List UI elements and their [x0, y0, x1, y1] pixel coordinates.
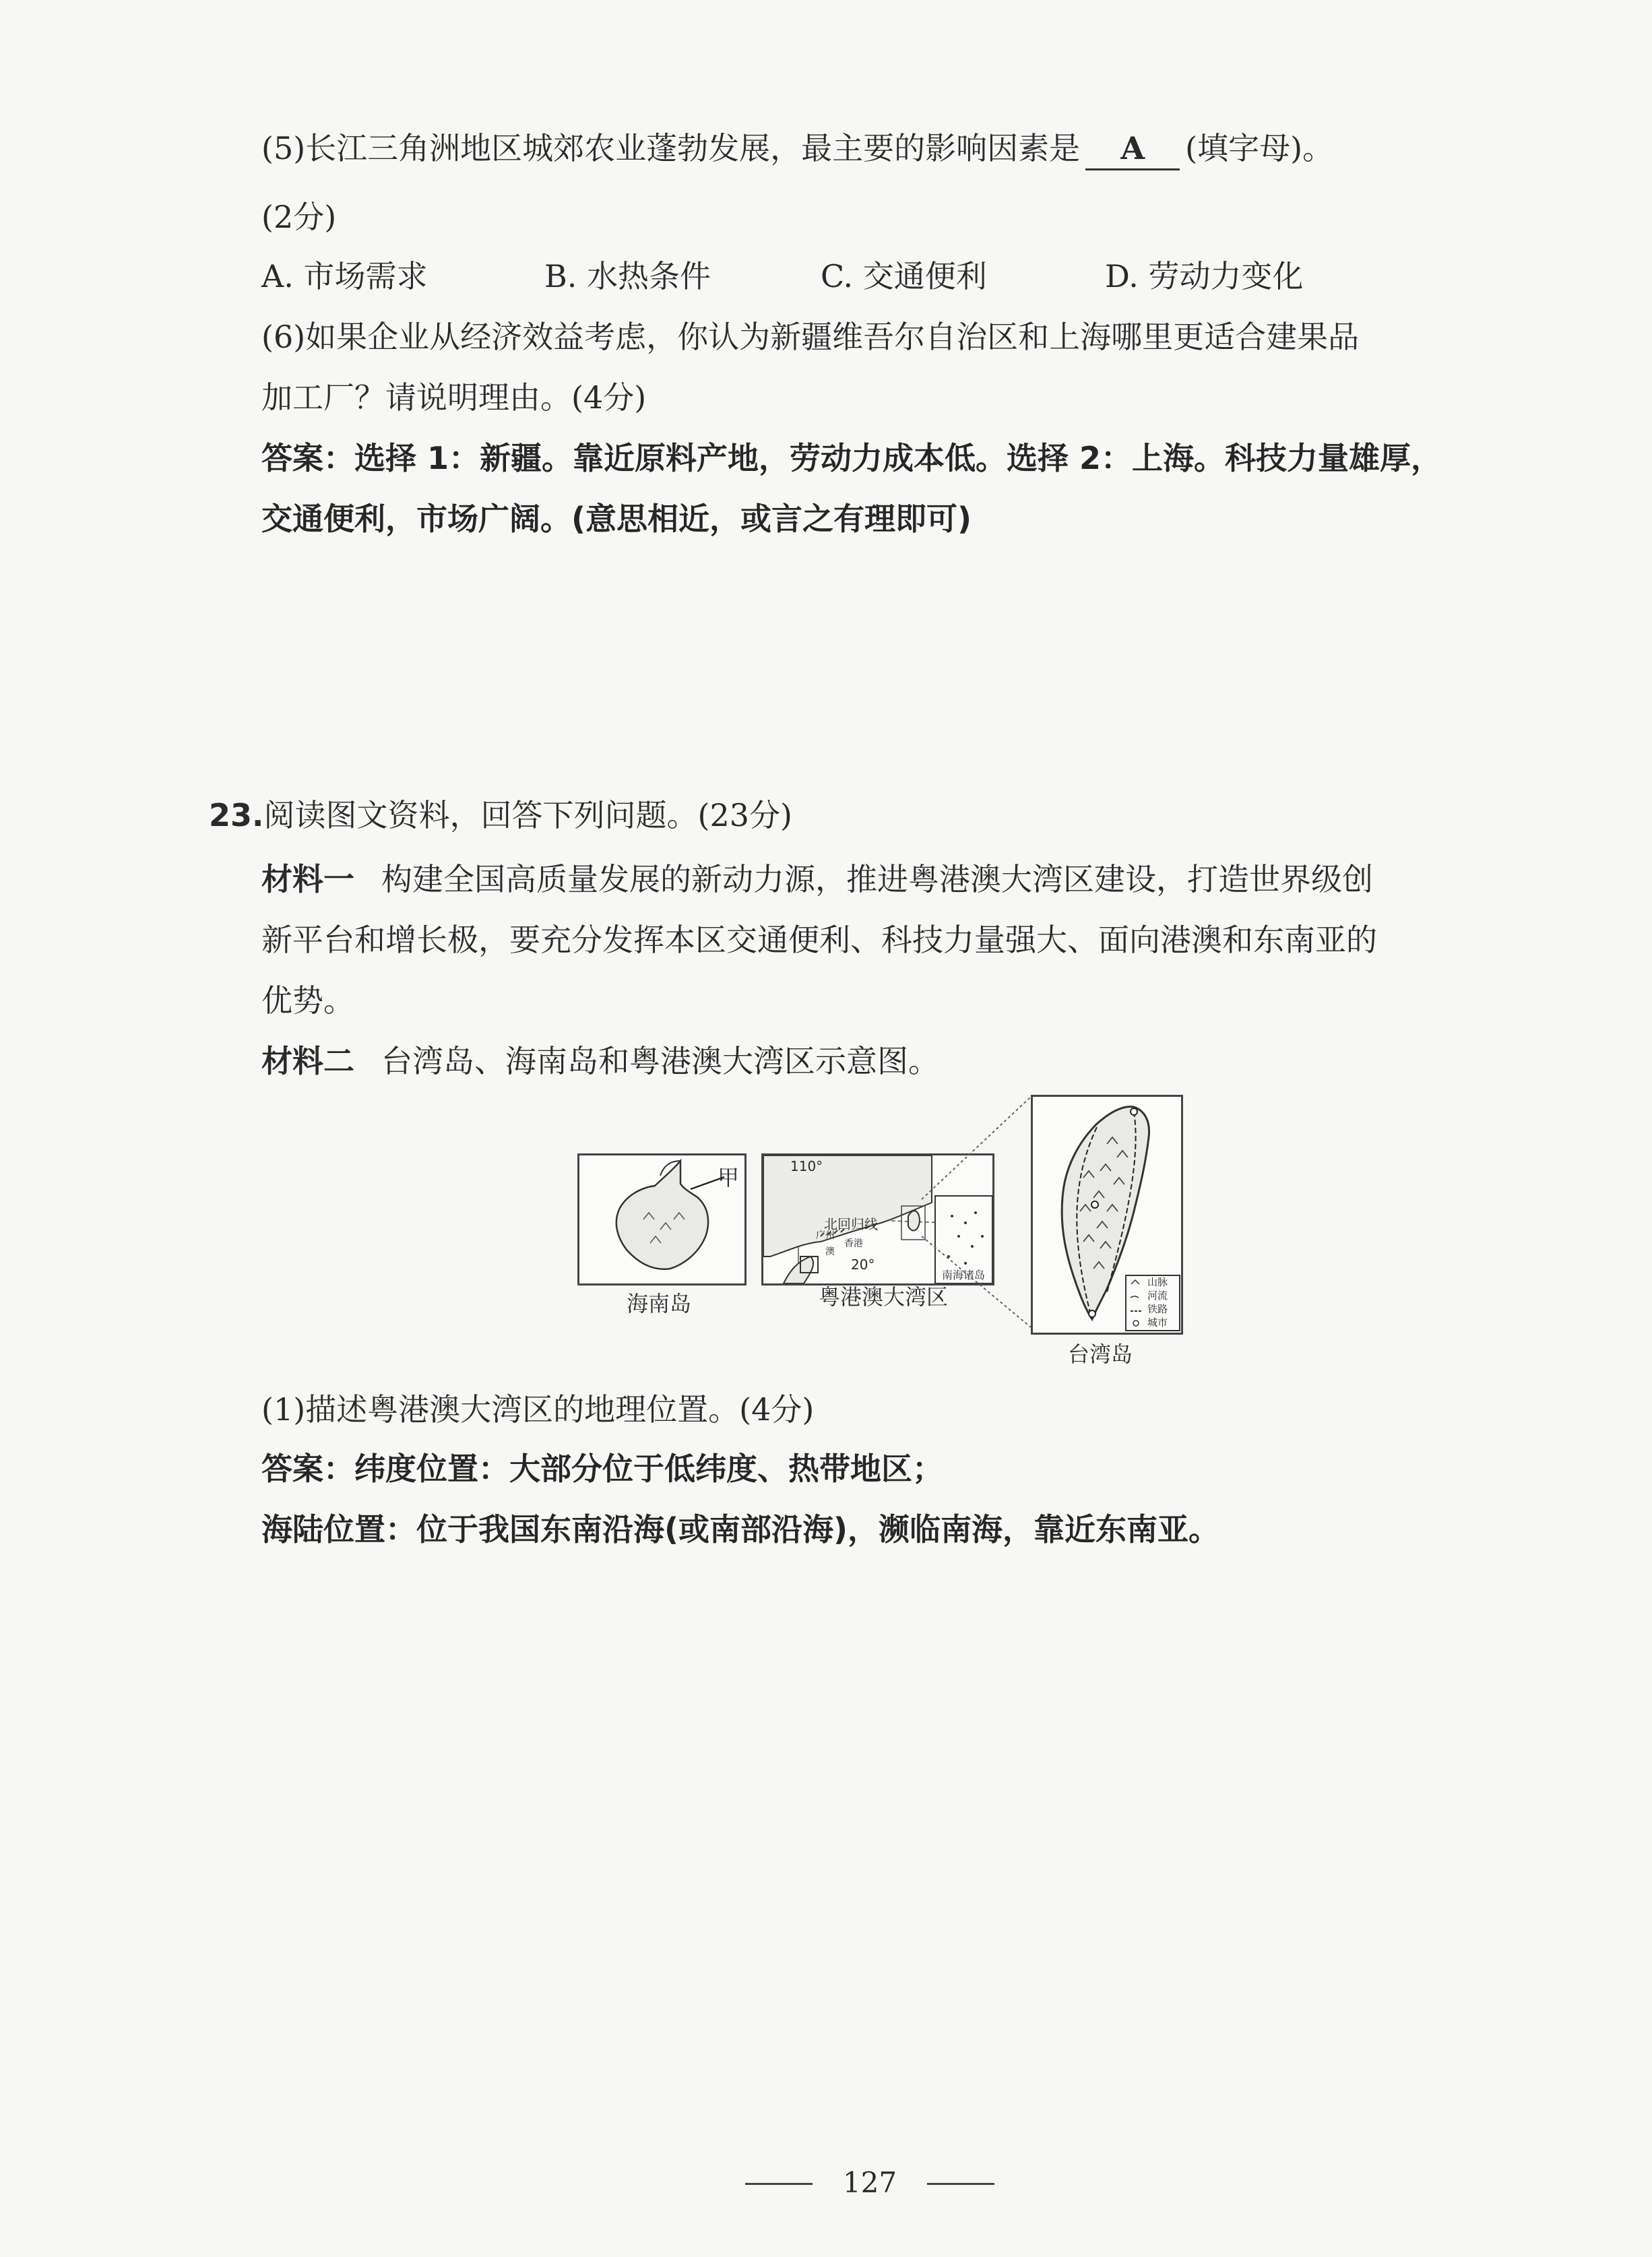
q5-option-a: A. 市场需求 — [261, 258, 428, 294]
q23-material1-line2: 新平台和增长极，要充分发挥本区交通便利、科技力量强大、面向港澳和东南亚的 — [261, 922, 1377, 958]
q5-text-after: (填字母)。 — [1185, 130, 1334, 166]
q23-sub1-answer-line2: 海陆位置：位于我国东南沿海(或南部沿海)，濒临南海，靠近东南亚。 — [261, 1511, 1220, 1548]
q5-answer-blank: A — [1085, 128, 1180, 170]
figure-connector-lines — [889, 1091, 1051, 1334]
gba-inset-label: 南海诸岛 — [942, 1269, 986, 1281]
gba-macau-label: 澳 — [825, 1246, 835, 1257]
q6-line1: (6)如果企业从经济效益考虑，你认为新疆维吾尔自治区和上海哪里更适合建果品 — [261, 319, 1360, 355]
gba-hk-label: 香港 — [844, 1238, 863, 1249]
q6-answer-line2: 交通便利，市场广阔。(意思相近，或言之有理即可) — [261, 501, 972, 537]
gba-lat-label: 20° — [851, 1257, 875, 1273]
page-number: 127 — [842, 2166, 897, 2199]
taiwan-legend-city: 城市 — [1147, 1316, 1168, 1329]
q5-option-d: D. 劳动力变化 — [1105, 258, 1304, 294]
page-number-rule-right — [927, 2183, 994, 2185]
material1-text1: 构建全国高质量发展的新动力源，推进粤港澳大湾区建设，打造世界级创 — [381, 861, 1373, 897]
q23-heading — [209, 795, 792, 835]
q23-sub1-answer-line1: 答案：纬度位置：大部分位于低纬度、热带地区； — [261, 1451, 943, 1487]
hainan-caption: 海南岛 — [627, 1291, 692, 1316]
taiwan-legend-river: 河流 — [1147, 1290, 1168, 1302]
gba-caption: 粤港澳大湾区 — [819, 1284, 949, 1310]
q23-material2 — [261, 1041, 939, 1081]
taiwan-legend-railway: 铁路 — [1147, 1303, 1168, 1315]
taiwan-caption: 台湾岛 — [1068, 1341, 1133, 1367]
hainan-map — [577, 1153, 746, 1285]
gba-guangzhou-label: 广州 — [816, 1230, 835, 1241]
gba-lon-label: 110° — [790, 1158, 823, 1174]
q5-option-c: C. 交通便利 — [821, 258, 987, 294]
taiwan-legend-mountain: 山脉 — [1147, 1276, 1168, 1288]
q6-answer-line1: 答案：选择 1：新疆。靠近原料产地，劳动力成本低。选择 2：上海。科技力量雄厚， — [261, 440, 1442, 476]
q5-question — [261, 128, 1333, 170]
material2-text: 台湾岛、海南岛和粤港澳大湾区示意图。 — [381, 1043, 939, 1079]
q5-text: (5)长江三角洲地区城郊农业蓬勃发展，最主要的影响因素是 — [261, 130, 1081, 166]
q23-sub1-question: (1)描述粤港澳大湾区的地理位置。(4分) — [261, 1391, 815, 1428]
q5-score: (2分) — [261, 199, 337, 235]
page-number-rule-left — [745, 2183, 813, 2185]
material2-label: 材料二 — [261, 1043, 354, 1079]
q5-option-b: B. 水热条件 — [544, 258, 711, 294]
q23-material1-line1 — [261, 859, 1373, 899]
material1-label: 材料一 — [261, 861, 354, 897]
q23-intro: 阅读图文资料，回答下列问题。(23分) — [263, 797, 792, 833]
q23-number: 23. — [209, 797, 264, 833]
taiwan-map — [1031, 1095, 1183, 1335]
gba-tropic-label: 北回归线 — [824, 1216, 878, 1232]
hainan-marker-label: 甲 — [718, 1165, 740, 1190]
q6-line2: 加工厂？请说明理由。(4分) — [261, 379, 647, 416]
q23-material1-line3: 优势。 — [261, 982, 354, 1019]
